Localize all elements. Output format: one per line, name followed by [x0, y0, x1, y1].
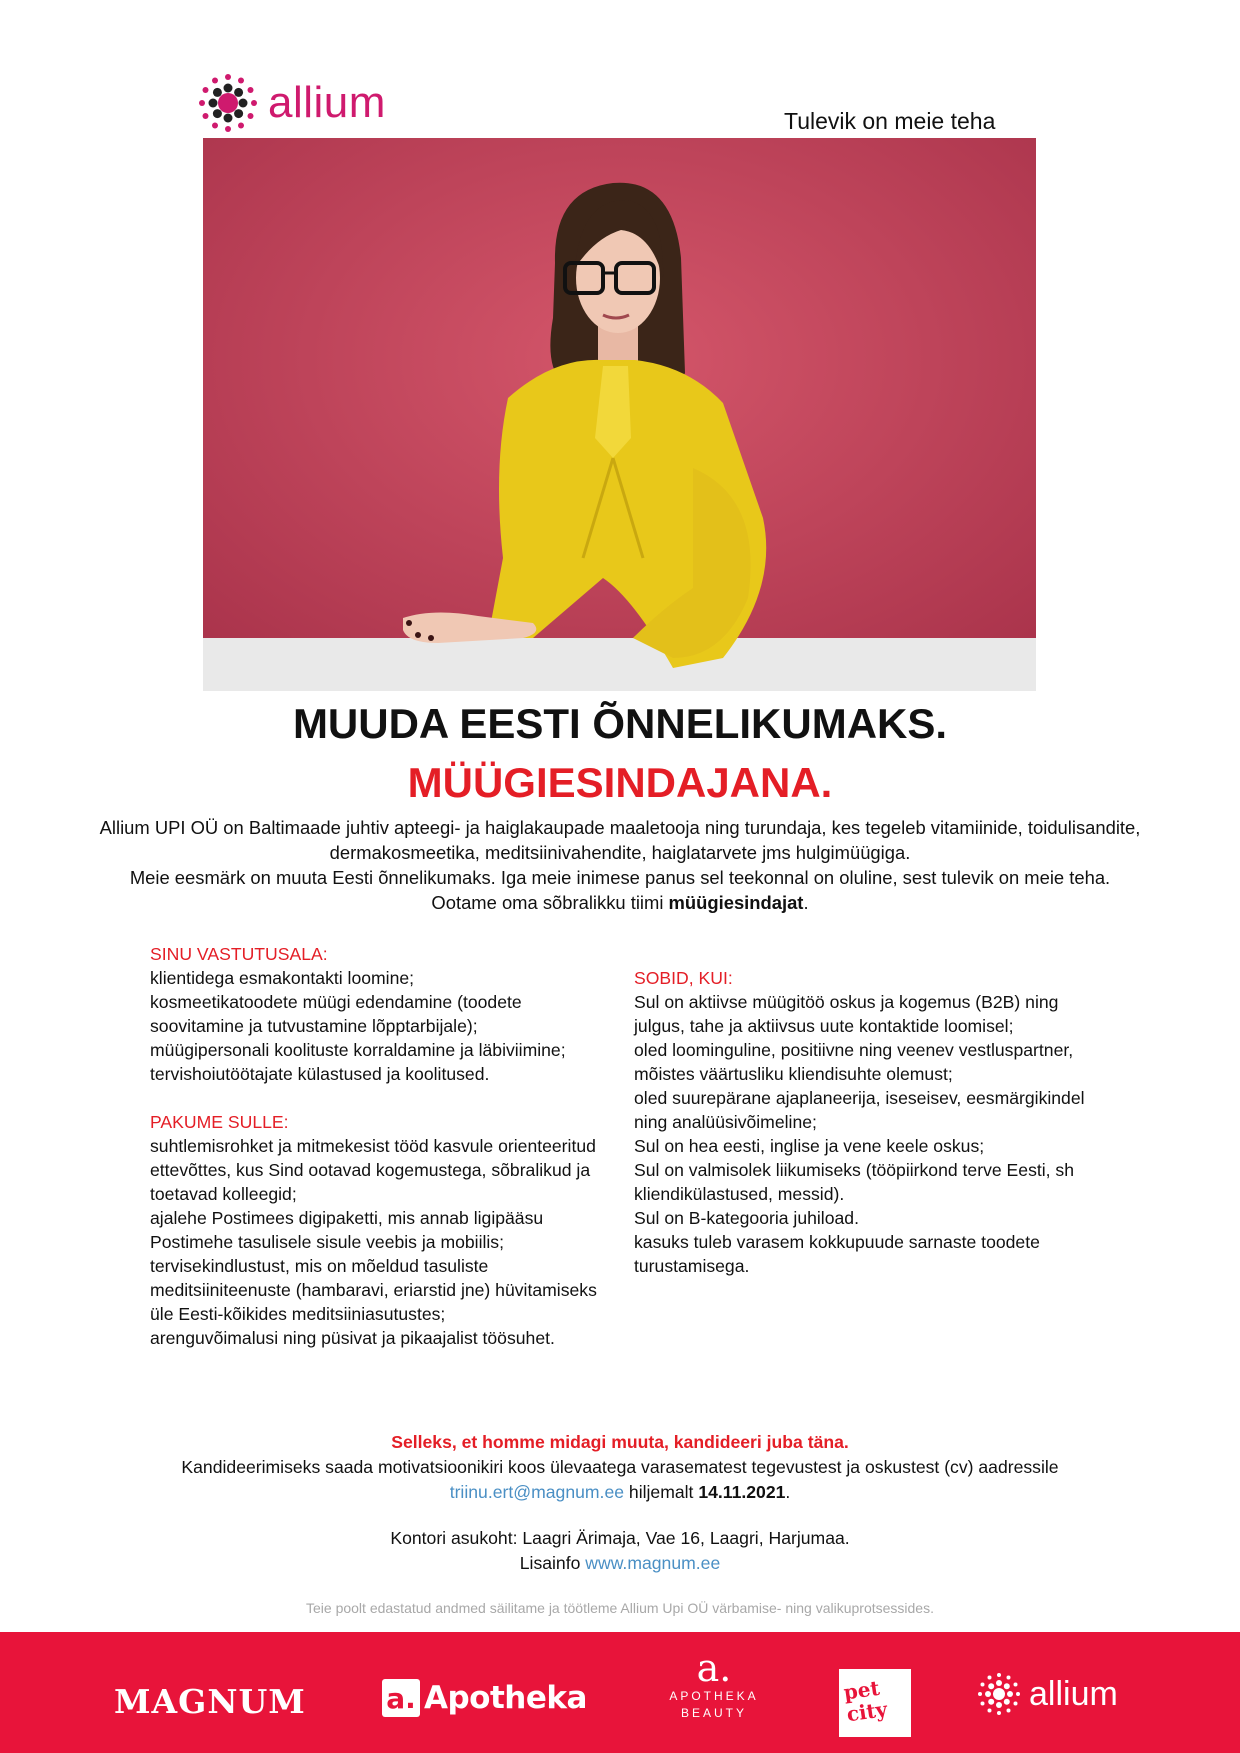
cta-deadline-line: triinu.ert@magnum.ee hiljemalt 14.11.2021. — [449, 1482, 791, 1502]
responsibility-item: kosmeetikatoodete müügi edendamine (toodete soovitamine ja tutvustamine lõpptarbijale); — [150, 992, 522, 1036]
offer-item: ajalehe Postimees digipaketti, mis annab ligipääsu Postimehe tasulisele sisule veebis ja mobiilis; — [150, 1208, 544, 1252]
apotheka-text: Apotheka — [424, 1680, 587, 1716]
deadline-date: 14.11.2021 — [698, 1482, 786, 1502]
fit-item: Sul on valmisolek liikumiseks (tööpiirkond terve Eesti, sh kliendikülastused, messid). — [634, 1160, 1075, 1204]
responsibility-item: müügipersonali koolituste korraldamine ja läbiviimine; — [150, 1040, 566, 1060]
allium-flower-icon — [196, 74, 260, 132]
left-column — [150, 942, 610, 1350]
offer-item: arenguvõimalusi ning püsivat ja pikaajalist töösuhet. — [150, 1328, 555, 1348]
email-link[interactable]: triinu.ert@magnum.ee — [449, 1482, 625, 1502]
cta-text: Kandideerimiseks saada motivatsioonikiri koos ülevaatega varasematest tegevustest ja oskustest (cv) aadressile — [181, 1457, 1059, 1477]
responsibility-item: tervishoiutöötajate külastused ja koolitused. — [150, 1064, 490, 1084]
responsibilities-title: SINU VASTUTUSALA: — [150, 944, 328, 964]
call-to-action — [0, 1430, 1240, 1505]
fit-item: Sul on aktiivse müügitöö oskus ja kogemus (B2B) ning julgus, tahe ja aktiivsus uute kontaktide loomisel; — [634, 992, 1059, 1036]
beauty-line2: BEAUTY — [680, 1706, 747, 1720]
offer-item: tervisekindlustust, mis on mõeldud tasuliste meditsiiniteenuste (hambaravi, eriarstid jne) hüvitamiseks üle Eesti-kõikides meditsiiniasutustes; — [150, 1256, 597, 1324]
headline-main: MUUDA EESTI ÕNNELIKUMAKS. — [292, 700, 948, 747]
offer-item: suhtlemisrohket ja mitmekesist tööd kasvule orienteeritud ettevõttes, kus Sind ootavad kogemustega, sõbralikud ja toetavad kolleegid; — [150, 1136, 596, 1204]
more-info: Lisainfo www.magnum.ee — [519, 1553, 721, 1573]
allium-footer-text: allium — [1029, 1675, 1118, 1713]
fit-item: Sul on hea eesti, inglise ja vene keele oskus; — [634, 1136, 985, 1156]
beauty-mark: a. — [696, 1646, 732, 1690]
intro-invite: Ootame oma sõbralikku tiimi müügiesindajat. — [431, 892, 809, 913]
office-location: Kontori asukoht: Laagri Ärimaja, Vae 16, Laagri, Harjumaa. — [390, 1528, 850, 1548]
fit-item: oled suurepärane ajaplaneerija, iseseisev, eesmärgikindel ning analüüsivõimeline; — [634, 1088, 1085, 1132]
apotheka-beauty-logo — [662, 1648, 766, 1722]
website-link[interactable]: www.magnum.ee — [585, 1553, 721, 1573]
contact-info — [0, 1526, 1240, 1576]
tagline: Tulevik on meie teha — [784, 108, 996, 134]
apotheka-mark: a. — [382, 1679, 420, 1717]
intro-company: Allium UPI OÜ on Baltimaade juhtiv apteegi- ja haiglakaupade maaletooja ning turundaja, kes tegeleb vitamiinide, toidulisandite, dermakosmeetika, meditsiinivahendite, haiglatarvete jms hulgimüügiga. — [99, 817, 1141, 863]
fit-title: SOBID, KUI: — [634, 968, 733, 988]
pet-city-text: pet city — [842, 1675, 889, 1727]
right-column — [634, 966, 1094, 1278]
hero-photo — [203, 138, 1036, 691]
allium-footer-logo — [975, 1672, 1118, 1716]
responsibility-item: klientidega esmakontakti loomine; — [150, 968, 415, 988]
beauty-line1: APOTHEKA — [669, 1689, 759, 1703]
fit-item: oled loominguline, positiivne ning veenev vestluspartner, mõistes väärtusliku kliendisuhte olemust; — [634, 1040, 1074, 1084]
offer-title: PAKUME SULLE: — [150, 1112, 289, 1132]
allium-logo — [196, 74, 386, 132]
privacy-disclaimer: Teie poolt edastatud andmed säilitame ja töötleme Allium Upi OÜ värbamise- ning valikuprotsessides. — [306, 1600, 934, 1616]
apotheka-logo — [382, 1679, 587, 1717]
magnum-logo: MAGNUM — [114, 1682, 306, 1721]
cta-title: Selleks, et homme midagi muuta, kandideeri juba täna. — [391, 1432, 849, 1452]
footer-brands — [0, 1632, 1240, 1753]
fit-item: kasuks tuleb varasem kokkupuude sarnaste toodete turustamisega. — [634, 1232, 1040, 1276]
allium-flower-icon — [975, 1672, 1023, 1716]
role-name: müügiesindajat — [668, 892, 804, 913]
fit-item: Sul on B-kategooria juhiload. — [634, 1208, 859, 1228]
intro-mission: Meie eesmärk on muuta Eesti õnnelikumaks. Iga meie inimese panus sel teekonnal on oluline, sest tulevik on meie teha. — [129, 867, 1111, 888]
logo-text: allium — [268, 78, 386, 127]
intro — [60, 815, 1180, 915]
pet-city-logo — [839, 1669, 911, 1737]
headline-role: MÜÜGIESINDAJANA. — [407, 759, 833, 806]
